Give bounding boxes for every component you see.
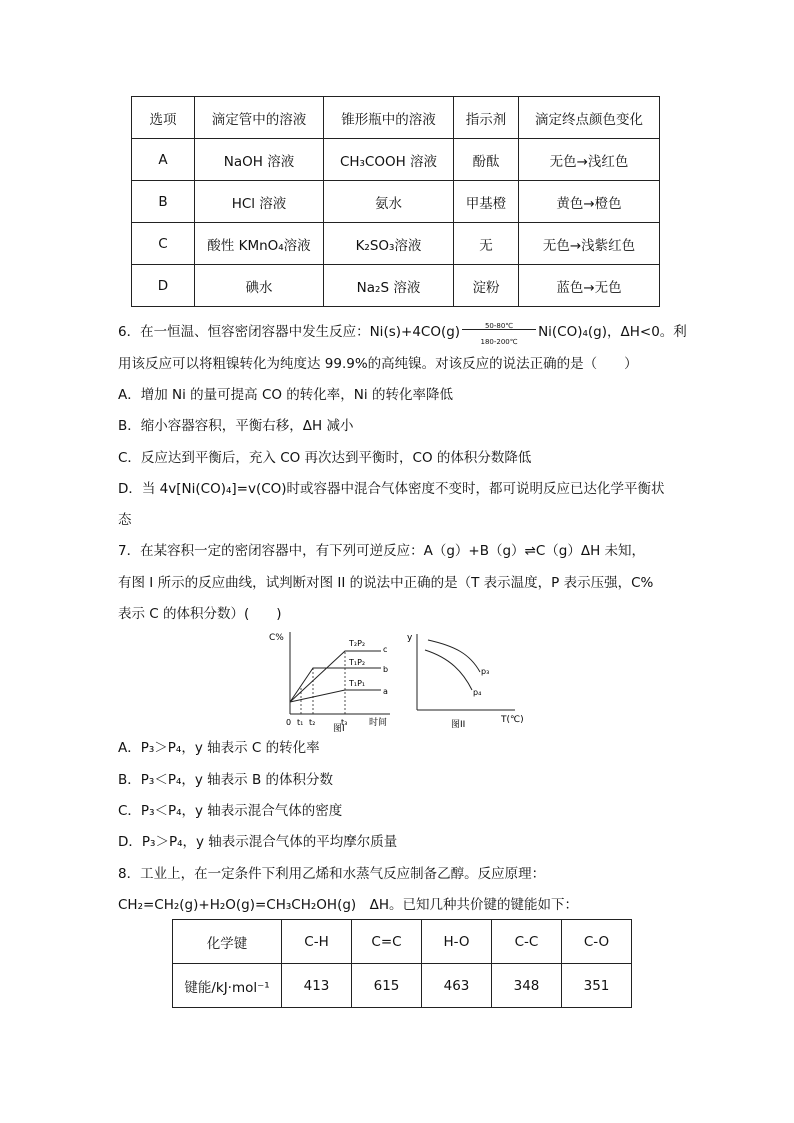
q6-stem-line1	[118, 322, 687, 346]
fig1-tick-t1: t₁	[297, 718, 304, 727]
q6-option-c: C．反应达到平衡后，充入 CO 再次达到平衡时，CO 的体积分数降低	[118, 450, 532, 466]
header-cell: C-H	[282, 920, 352, 964]
table-cell: B	[132, 181, 195, 223]
q6-stem-line2: 用该反应可以将粗镍转化为纯度达 99.9%的高纯镍。对该反应的说法正确的是（ ）	[118, 356, 638, 372]
fig1-origin: 0	[286, 718, 292, 727]
q7-option-d: D．P₃＞P₄，y 轴表示混合气体的平均摩尔质量	[118, 834, 398, 850]
fig1-tag-a: a	[383, 687, 388, 696]
header-cell: H-O	[422, 920, 492, 964]
table-cell: 348	[492, 964, 562, 1008]
table-row	[132, 139, 660, 181]
q7-option-a: A．P₃＞P₄，y 轴表示 C 的转化率	[118, 740, 320, 756]
q7-stem-line3: 表示 C 的体积分数）( )	[118, 606, 282, 622]
header-cell: C-C	[492, 920, 562, 964]
table-cell: 无色→浅紫红色	[519, 223, 660, 265]
table-cell: 酚酞	[454, 139, 519, 181]
header-cell: 滴定管中的溶液	[195, 97, 324, 139]
table-cell: D	[132, 265, 195, 307]
figure-1	[269, 632, 390, 732]
fig1-tick-t2: t₂	[309, 718, 316, 727]
q8-stem-line1: 8．工业上，在一定条件下利用乙烯和水蒸气反应制备乙醇。反应原理：	[118, 866, 546, 882]
fig2-xlabel: T(℃)	[501, 715, 524, 725]
condition-top: 50-80℃	[484, 322, 514, 330]
table-cell: HCl 溶液	[195, 181, 324, 223]
fig2-curve-p4	[425, 650, 472, 690]
table-row	[132, 265, 660, 307]
q6-option-d-cont: 态	[118, 512, 132, 528]
table-cell: CH₃COOH 溶液	[324, 139, 454, 181]
fig1-curve-c	[290, 651, 381, 702]
table-row	[173, 964, 632, 1008]
fig1-tick-t3: t₃	[341, 718, 348, 727]
q6-option-b: B．缩小容器容积，平衡右移，ΔH 减小	[118, 418, 354, 434]
table-cell: 615	[352, 964, 422, 1008]
header-cell: 化学键	[173, 920, 282, 964]
fig2-caption: 图II	[451, 720, 466, 730]
fig1-curve-b	[290, 668, 381, 702]
fig1-tag-b: b	[383, 665, 389, 674]
table-cell: 351	[562, 964, 632, 1008]
table-cell: Na₂S 溶液	[324, 265, 454, 307]
table-cell: 413	[282, 964, 352, 1008]
q6-stem-part2: Ni(CO)₄(g)，ΔH<0。利	[538, 324, 687, 340]
table-cell: 氨水	[324, 181, 454, 223]
bond-energy-table	[172, 919, 632, 1008]
fig1-label-b: T₁P₂	[349, 658, 366, 667]
fig1-caption: 图I	[333, 724, 345, 732]
fig2-label-p4: p₄	[473, 688, 482, 697]
arrow-line	[462, 329, 536, 330]
table-cell: NaOH 溶液	[195, 139, 324, 181]
fig2-label-p3: p₃	[481, 667, 490, 676]
figure-2	[407, 633, 524, 730]
fig2-ylabel: y	[407, 633, 413, 643]
table-cell: K₂SO₃溶液	[324, 223, 454, 265]
table-cell: C	[132, 223, 195, 265]
titration-table	[131, 96, 660, 307]
fig1-ylabel: C%	[269, 633, 284, 643]
table-cell: 甲基橙	[454, 181, 519, 223]
fig1-label-a: T₁P₁	[349, 679, 366, 688]
q7-option-b: B．P₃＜P₄，y 轴表示 B 的体积分数	[118, 772, 333, 788]
table-cell: 黄色→橙色	[519, 181, 660, 223]
fig1-tag-c: c	[383, 645, 388, 654]
q6-option-a: A．增加 Ni 的量可提高 CO 的转化率，Ni 的转化率降低	[118, 387, 453, 403]
table-cell: 键能/kJ·mol⁻¹	[173, 964, 282, 1008]
q7-option-c: C．P₃＜P₄，y 轴表示混合气体的密度	[118, 803, 343, 819]
header-cell: 锥形瓶中的溶液	[324, 97, 454, 139]
q6-stem-part1: 6．在一恒温、恒容密闭容器中发生反应：Ni(s)+4CO(g)	[118, 324, 461, 340]
q6-option-d: D．当 4v[Ni(CO)₄]=v(CO)时或容器中混合气体密度不变时，都可说明反应已达化学平衡状	[118, 481, 665, 497]
fig2-curve-p3	[428, 640, 480, 672]
table-row	[132, 181, 660, 223]
reaction-condition-arrow	[462, 322, 536, 346]
table-cell: 酸性 KMnO₄溶液	[195, 223, 324, 265]
table-cell: 蓝色→无色	[519, 265, 660, 307]
table-cell: 无色→浅红色	[519, 139, 660, 181]
header-cell: 选项	[132, 97, 195, 139]
q7-figures	[265, 628, 535, 732]
table-header-row	[173, 920, 632, 964]
header-cell: 滴定终点颜色变化	[519, 97, 660, 139]
table-header-row	[132, 97, 660, 139]
table-cell: A	[132, 139, 195, 181]
condition-bottom: 180-200℃	[480, 338, 518, 346]
table-cell: 无	[454, 223, 519, 265]
table-cell: 463	[422, 964, 492, 1008]
q7-stem-line2: 有图 I 所示的反应曲线，试判断对图 II 的说法中正确的是（T 表示温度，P 表示压强，C%	[118, 575, 654, 591]
fig1-xlabel: 时间	[369, 718, 388, 728]
q8-stem-line2: CH₂=CH₂(g)+H₂O(g)=CH₃CH₂OH(g) ΔH。已知几种共价键的键能如下：	[118, 897, 579, 913]
fig1-curve-a	[290, 690, 381, 702]
table-cell: 碘水	[195, 265, 324, 307]
table-cell: 淀粉	[454, 265, 519, 307]
fig1-label-c: T₂P₂	[349, 639, 366, 648]
header-cell: C=C	[352, 920, 422, 964]
table-row	[132, 223, 660, 265]
header-cell: 指示剂	[454, 97, 519, 139]
q7-stem-line1: 7．在某容积一定的密闭容器中，有下列可逆反应：A（g）+B（g）⇌C（g）ΔH 未知，	[118, 543, 646, 559]
header-cell: C-O	[562, 920, 632, 964]
